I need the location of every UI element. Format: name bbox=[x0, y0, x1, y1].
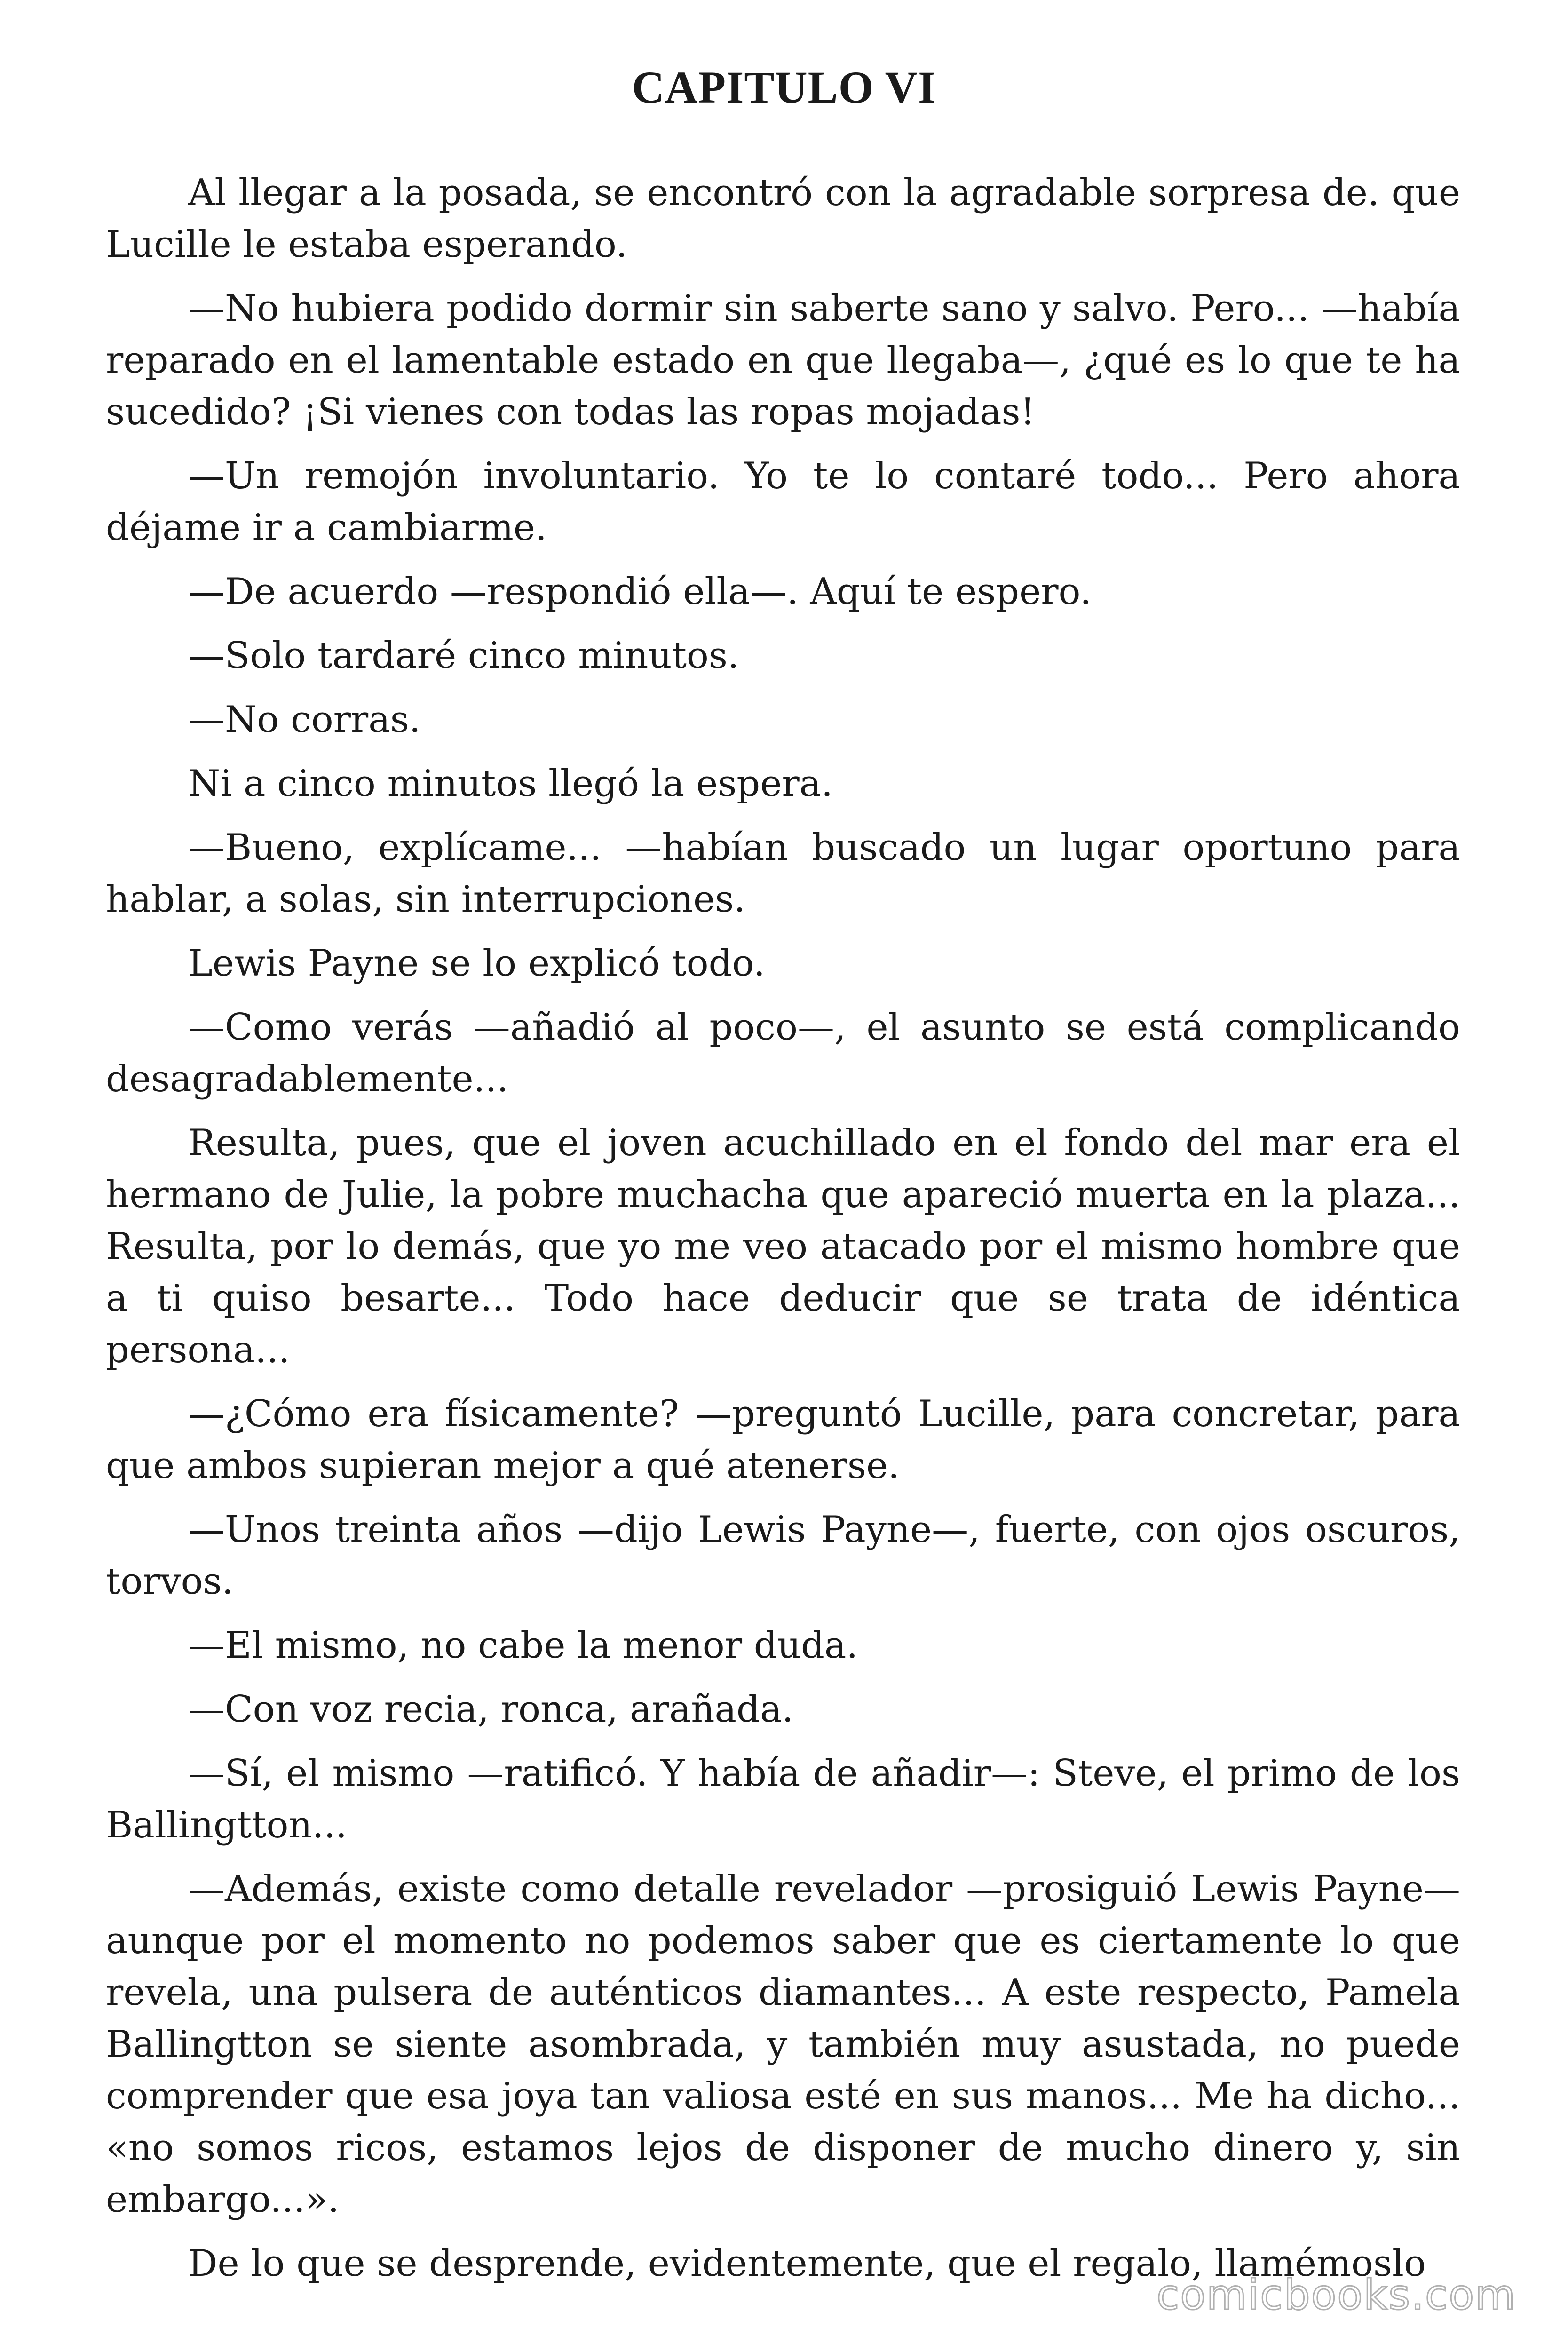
paragraph: Lewis Payne se lo explicó todo. bbox=[188, 942, 765, 985]
watermark: comicbooks.com bbox=[1156, 2271, 1516, 2319]
paragraph: —Solo tardaré cinco minutos. bbox=[188, 635, 739, 677]
paragraph: —Además, existe como detalle revelador —prosiguió Lewis Payne— aunque por el momento no podemos saber que es ciertamente lo que revela, una pulsera de auténticos diamantes... A este respecto, Pamela Ballingtton se siente asombrada, y también muy asustada, no puede comprender que esa joya tan valiosa esté en sus manos... Me ha dicho... «no somos ricos, estamos lejos de disponer de mucho dinero y, sin embargo...». bbox=[106, 1868, 1460, 2221]
paragraph: —Con voz recia, ronca, arañada. bbox=[188, 1688, 794, 1731]
paragraph: —Unos treinta años —dijo Lewis Payne—, fuerte, con ojos oscuros, torvos. bbox=[106, 1509, 1460, 1603]
paragraph: Resulta, pues, que el joven acuchillado en el fondo del mar era el hermano de Julie, la pobre muchacha que apareció muerta en la plaza... Resulta, por lo demás, que yo me veo atacado por el mismo hombre que a ti quiso besarte... Todo hace deducir que se trata de idéntica persona... bbox=[106, 1122, 1460, 1371]
paragraph: —No hubiera podido dormir sin saberte sano y salvo. Pero... —había reparado en el lamentable estado en que llegaba—, ¿qué es lo que te ha sucedido? ¡Si vienes con todas las ropas mojadas! bbox=[106, 287, 1460, 433]
paragraph: —No corras. bbox=[188, 699, 421, 741]
paragraph: —Sí, el mismo —ratificó. Y había de añadir—: Steve, el primo de los Ballingtton... bbox=[106, 1752, 1460, 1846]
paragraph: —Como verás —añadió al poco—, el asunto se está complicando desagradablemente... bbox=[106, 1006, 1460, 1100]
chapter-title: CAPITULO VI bbox=[632, 62, 936, 112]
body-text bbox=[106, 167, 1460, 2302]
paragraph: —¿Cómo era físicamente? —preguntó Lucille, para concretar, para que ambos supieran mejor a qué atenerse. bbox=[106, 1393, 1460, 1487]
paragraph: —Bueno, explícame... —habían buscado un lugar oportuno para hablar, a solas, sin interrupciones. bbox=[106, 826, 1460, 921]
paragraph: Al llegar a la posada, se encontró con la agradable sorpresa de. que Lucille le estaba esperando. bbox=[106, 172, 1460, 266]
paragraph: —El mismo, no cabe la menor duda. bbox=[188, 1624, 858, 1667]
paragraph: De lo que se desprende, evidentemente, que el regalo, llamémoslo bbox=[188, 2242, 1426, 2285]
paragraph: Ni a cinco minutos llegó la espera. bbox=[188, 763, 833, 805]
paragraph: —Un remojón involuntario. Yo te lo contaré todo... Pero ahora déjame ir a cambiarme. bbox=[106, 455, 1460, 549]
paragraph: —De acuerdo —respondió ella—. Aquí te espero. bbox=[188, 571, 1092, 613]
